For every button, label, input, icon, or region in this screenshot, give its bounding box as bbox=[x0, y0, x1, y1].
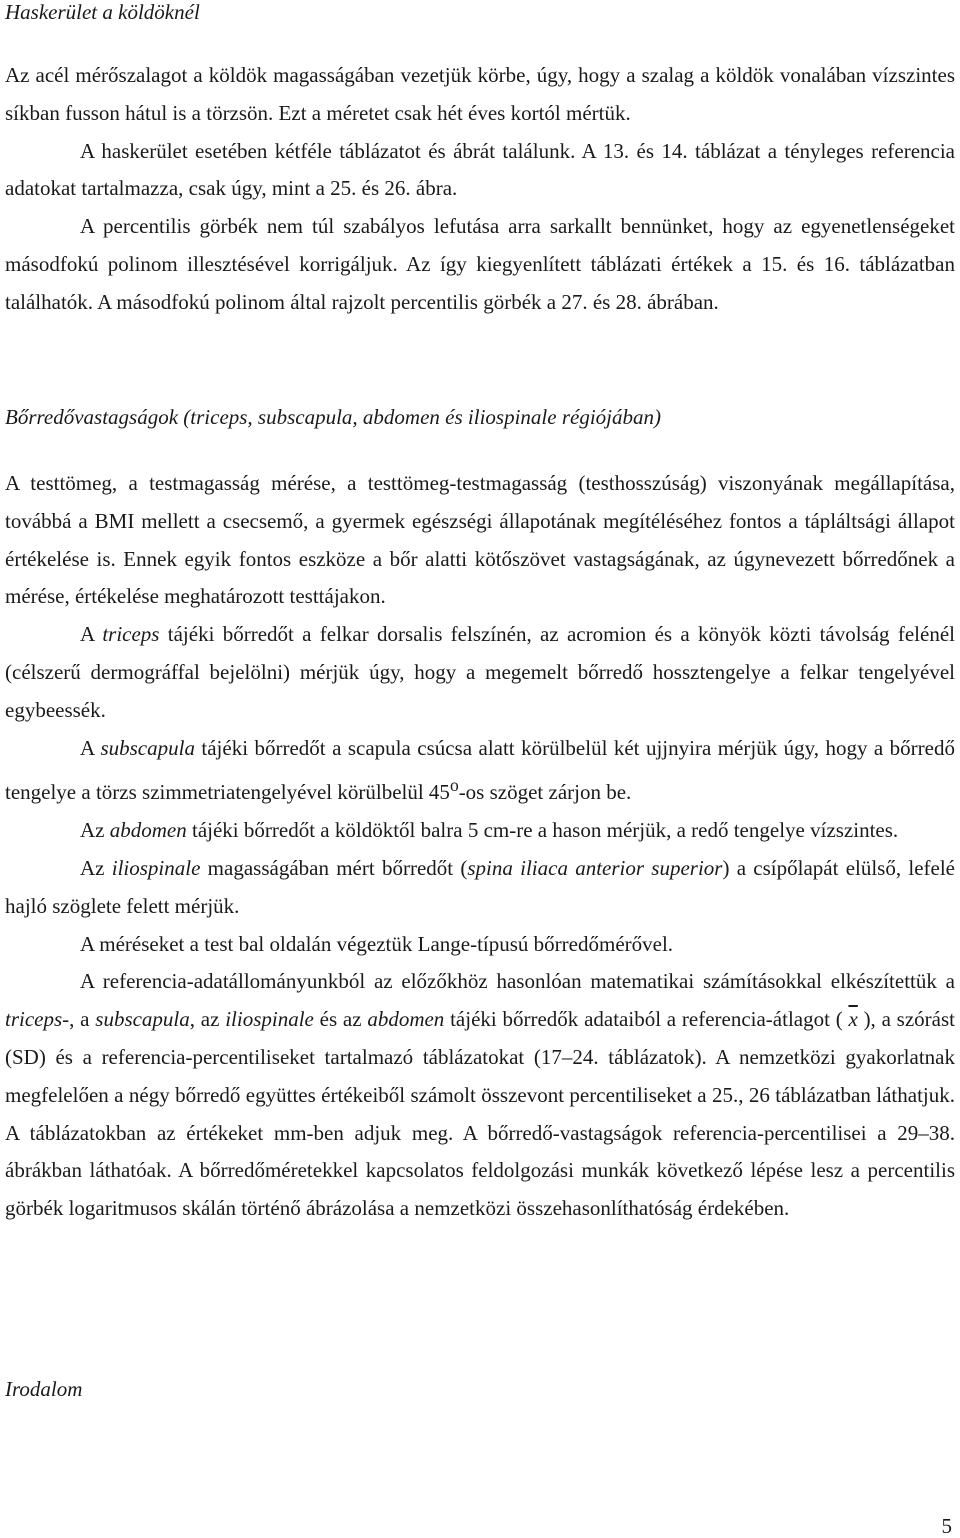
paragraph-measurement: Az acél mérőszalagot a köldök magasságában vezetjük körbe, úgy, hogy a szalag a köldök vonalában vízszintes síkban fusson hátul is a törzsön. Ezt a méretet csak hét éves kortól mértük. bbox=[5, 63, 955, 125]
term-subscapula: subscapula bbox=[100, 735, 195, 760]
section-title-irodalom: Irodalom bbox=[5, 1377, 83, 1401]
paragraph-intro: A testtömeg, a testmagasság mérése, a testtömeg-testmagasság (testhosszúság) viszonyának megállapítása, továbbá a BMI mellett a csecsemő, a gyermek egészségi állapotának megítéléséhez fontos a tápláltsági állapot értékelése is. Ennek egyik fontos eszköze a bőr alatti kötőszövet vastagságának, az úgynevezett bőrredőnek a mérése, értékelése meghatározott testtájakon. bbox=[5, 471, 955, 609]
paragraph-abdomen: Az abdomen tájéki bőrredőt a köldöktől balra 5 cm-re a hason mérjük, a redő tengelye vízszintes. bbox=[80, 818, 899, 843]
section-title-borredo: Bőrredővastagságok (triceps, subscapula, abdomen és iliospinale régiójában) bbox=[5, 405, 661, 429]
paragraph-percentile: A percentilis görbék nem túl szabályos lefutása arra sarkallt bennünket, hogy az egyenetlenségeket másodfokú polinom illesztésével korrigáljuk. Az így kiegyenlített táblázati értékek a 15. és 16. táblázatban találhatók. A másodfokú polinom által rajzolt percentilis görbék a 27. és 28. ábrában. bbox=[5, 214, 955, 314]
paragraph-iliospinale: Az iliospinale magasságában mért bőrredőt (spina iliaca anterior superior) a csípőlapát elülső, lefelé hajló szöglete felett mérjük. bbox=[5, 855, 955, 918]
section-borredo-body bbox=[5, 465, 955, 1228]
section-haskerulet-body bbox=[5, 57, 955, 322]
section-title-haskerulet: Haskerület a köldöknél bbox=[5, 0, 200, 24]
paragraph-lange: A méréseket a test bal oldalán végeztük Lange-típusú bőrredőmérővel. bbox=[80, 931, 674, 956]
paragraph-triceps: A triceps tájéki bőrredőt a felkar dorsalis felszínén, az acromion és a könyök közti távolság felénél (célszerű dermográffal bejelölni) mérjük úgy, hogy a megemelt bőrredő hossztengelye a felkar tengelyével egybeessék. bbox=[5, 622, 955, 722]
paragraph-subscapula: A subscapula tájéki bőrredőt a scapula csúcsa alatt körülbelül két ujjnyira mérjük úgy, hogy a bőrredő tengelye a törzs szimmetriatengelyével körülbelül 45$^o$-os szöget zárjon be. bbox=[5, 735, 955, 805]
degree-superscript: o bbox=[449, 775, 459, 796]
term-abdomen: abdomen bbox=[109, 818, 187, 843]
mean-symbol: $\overline{x}$ bbox=[848, 1007, 858, 1032]
term-triceps: triceps bbox=[102, 622, 160, 647]
term-spina-iliaca: spina iliaca anterior superior bbox=[467, 855, 723, 880]
paragraph-reference: A referencia-adatállományunkból az előzőkhöz hasonlóan matematikai számításokkal elkészítettük a triceps-, a subscapula, az iliospinale és az abdomen tájéki bőrredők adataiból a referencia-átlagot ( $\overline{x}$ ), a szórást (SD) és a referencia-percentiliseket tartalmazó táblázatokat (17–24. táblázatok). A nemzetközi gyakorlatnak megfelelően a négy bőrredő együttes értékeiből számolt összevont percentiliseket a 25., 26 táblázatban láthatjuk. A táblázatokban az értékeket mm-ben adjuk meg. A bőrredő-vastagságok referencia-percentilisei a 29–38. ábrákban láthatóak. A bőrredőméretekkel kapcsolatos feldolgozási munkák következő lépése lesz a percentilis görbék logaritmusos skálán történő ábrázolása a nemzetközi összehasonlíthatóság érdekében. bbox=[5, 969, 955, 1221]
page-number: 5 bbox=[941, 1514, 952, 1538]
term-iliospinale: iliospinale bbox=[111, 855, 201, 880]
paragraph-tables: A haskerület esetében kétféle táblázatot és ábrát találunk. A 13. és 14. táblázat a tényleges referencia adatokat tartalmazza, csak úgy, mint a 25. és 26. ábra. bbox=[5, 138, 955, 201]
